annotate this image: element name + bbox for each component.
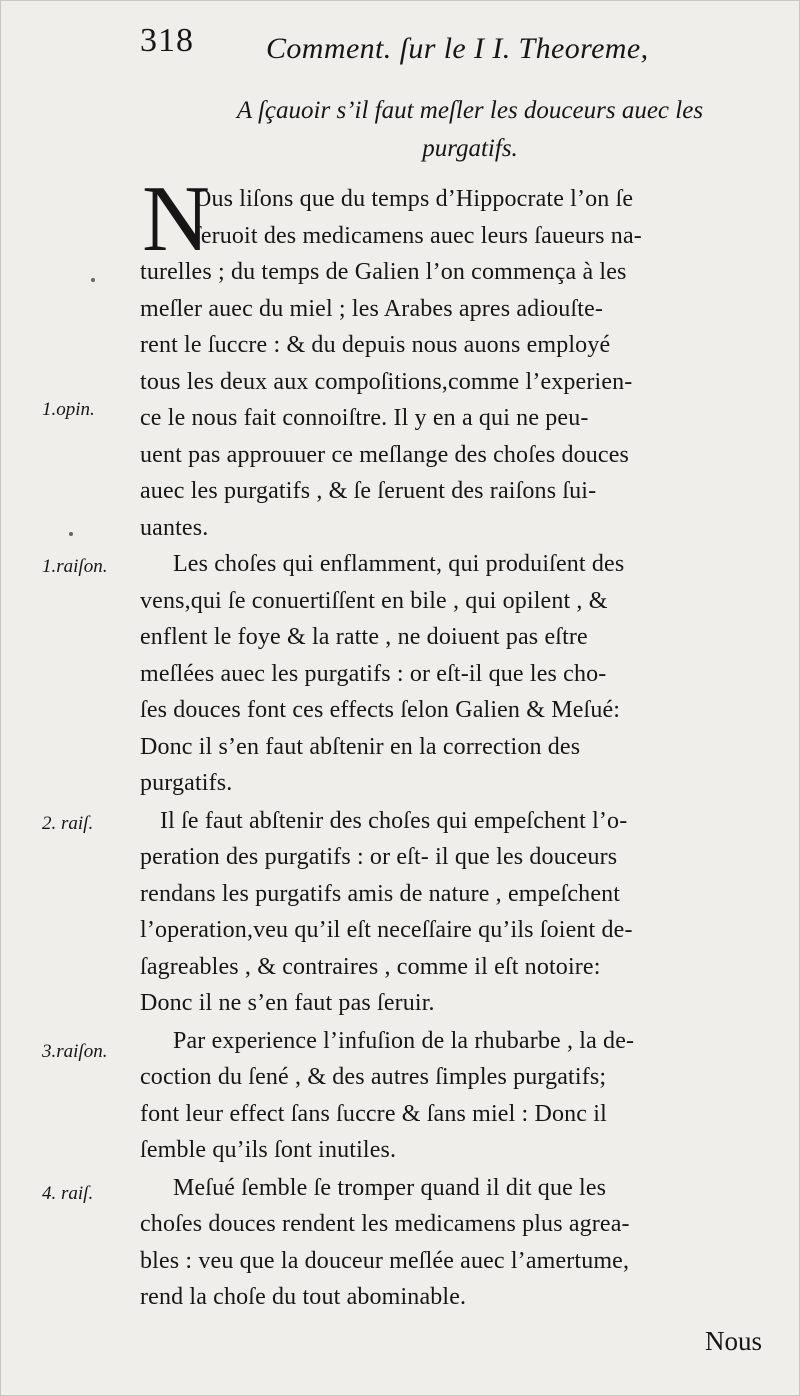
text-line: coction du ſené , & des autres ſimples purgatifs; — [140, 1064, 607, 1090]
paper-speck — [91, 278, 95, 282]
text-line: tous les deux aux compoſitions,comme l’experien- — [140, 369, 633, 395]
text-line: ſeruoit des medicamens auec leurs ſaueurs na- — [194, 223, 642, 249]
text-line: uantes. — [140, 515, 209, 541]
text-line: Ous liſons que du temps d’Hippocrate l’on ſe — [194, 186, 634, 212]
margin-note-second-reason: 2. raiſ. — [42, 813, 94, 834]
text-line: l’operation,veu qu’il eſt neceſſaire qu’ils ſoient de- — [140, 917, 633, 943]
text-line: Donc il ne s’en faut pas ſeruir. — [140, 990, 435, 1016]
catchword: Nous — [704, 1326, 762, 1356]
text-line: ſemble qu’ils ſont inutiles. — [140, 1137, 397, 1163]
text-line: bles : veu que la douceur meſlée auec l’amertume, — [140, 1248, 630, 1274]
margin-note-first-reason: 1.raiſon. — [42, 556, 108, 577]
text-line: Meſué ſemble ſe tromper quand il dit que les — [173, 1175, 607, 1201]
page-number: 318 — [140, 22, 194, 59]
section-title-line-1: A ſçauoir s’il faut meſler les douceurs auec les — [236, 97, 704, 124]
paper-speck — [69, 532, 73, 536]
text-line: uent pas approuuer ce meſlange des choſes douces — [140, 442, 630, 468]
text-line: rend la choſe du tout abominable. — [140, 1284, 467, 1310]
text-line: ſagreables , & contraires , comme il eſt notoire: — [140, 954, 601, 980]
text-line: auec les purgatifs , & ſe ſeruent des raiſons ſui- — [140, 478, 597, 504]
text-line: meſlées auec les purgatifs : or eſt-il que les cho- — [140, 661, 607, 687]
running-head: Comment. ſur le I I. Theoreme, — [266, 32, 649, 65]
text-line: ſes douces font ces effects ſelon Galien & Meſué: — [140, 697, 621, 723]
section-title — [190, 92, 750, 168]
text-line: Il ſe faut abſtenir des choſes qui empeſchent l’o- — [160, 808, 628, 834]
text-line: meſler auec du miel ; les Arabes apres adiouſte- — [140, 296, 604, 322]
text-line: font leur effect ſans ſuccre & ſans miel : Donc il — [140, 1101, 607, 1127]
text-line: turelles ; du temps de Galien l’on commença à les — [140, 259, 627, 285]
text-line: rendans les purgatifs amis de nature , empeſchent — [140, 881, 621, 907]
margin-note-fourth-reason: 4. raiſ. — [42, 1183, 94, 1204]
text-line: Donc il s’en faut abſtenir en la correction des — [140, 734, 581, 760]
margin-note-first-opinion: 1.opin. — [42, 399, 95, 420]
text-line: Par experience l’infuſion de la rhubarbe , la de- — [173, 1028, 635, 1054]
drop-cap: N — [142, 167, 210, 271]
section-title-line-2: purgatifs. — [422, 135, 518, 162]
text-line: enflent le foye & la ratte , ne doiuent pas eſtre — [140, 624, 588, 650]
text-line: Les choſes qui enflamment, qui produiſent des — [173, 551, 625, 577]
text-line: vens,qui ſe conuertiſſent en bile , qui opilent , & — [140, 588, 608, 614]
text-line: rent le ſuccre : & du depuis nous auons employé — [140, 332, 611, 358]
text-line: peration des purgatifs : or eſt- il que les douceurs — [140, 844, 618, 870]
page-header — [140, 22, 760, 76]
text-line: choſes douces rendent les medicamens plus agrea- — [140, 1211, 630, 1237]
text-line: purgatifs. — [140, 770, 233, 796]
text-line: ce le nous fait connoiſtre. Il y en a qui ne peu- — [140, 405, 589, 431]
margin-note-third-reason: 3.raiſon. — [42, 1041, 108, 1062]
